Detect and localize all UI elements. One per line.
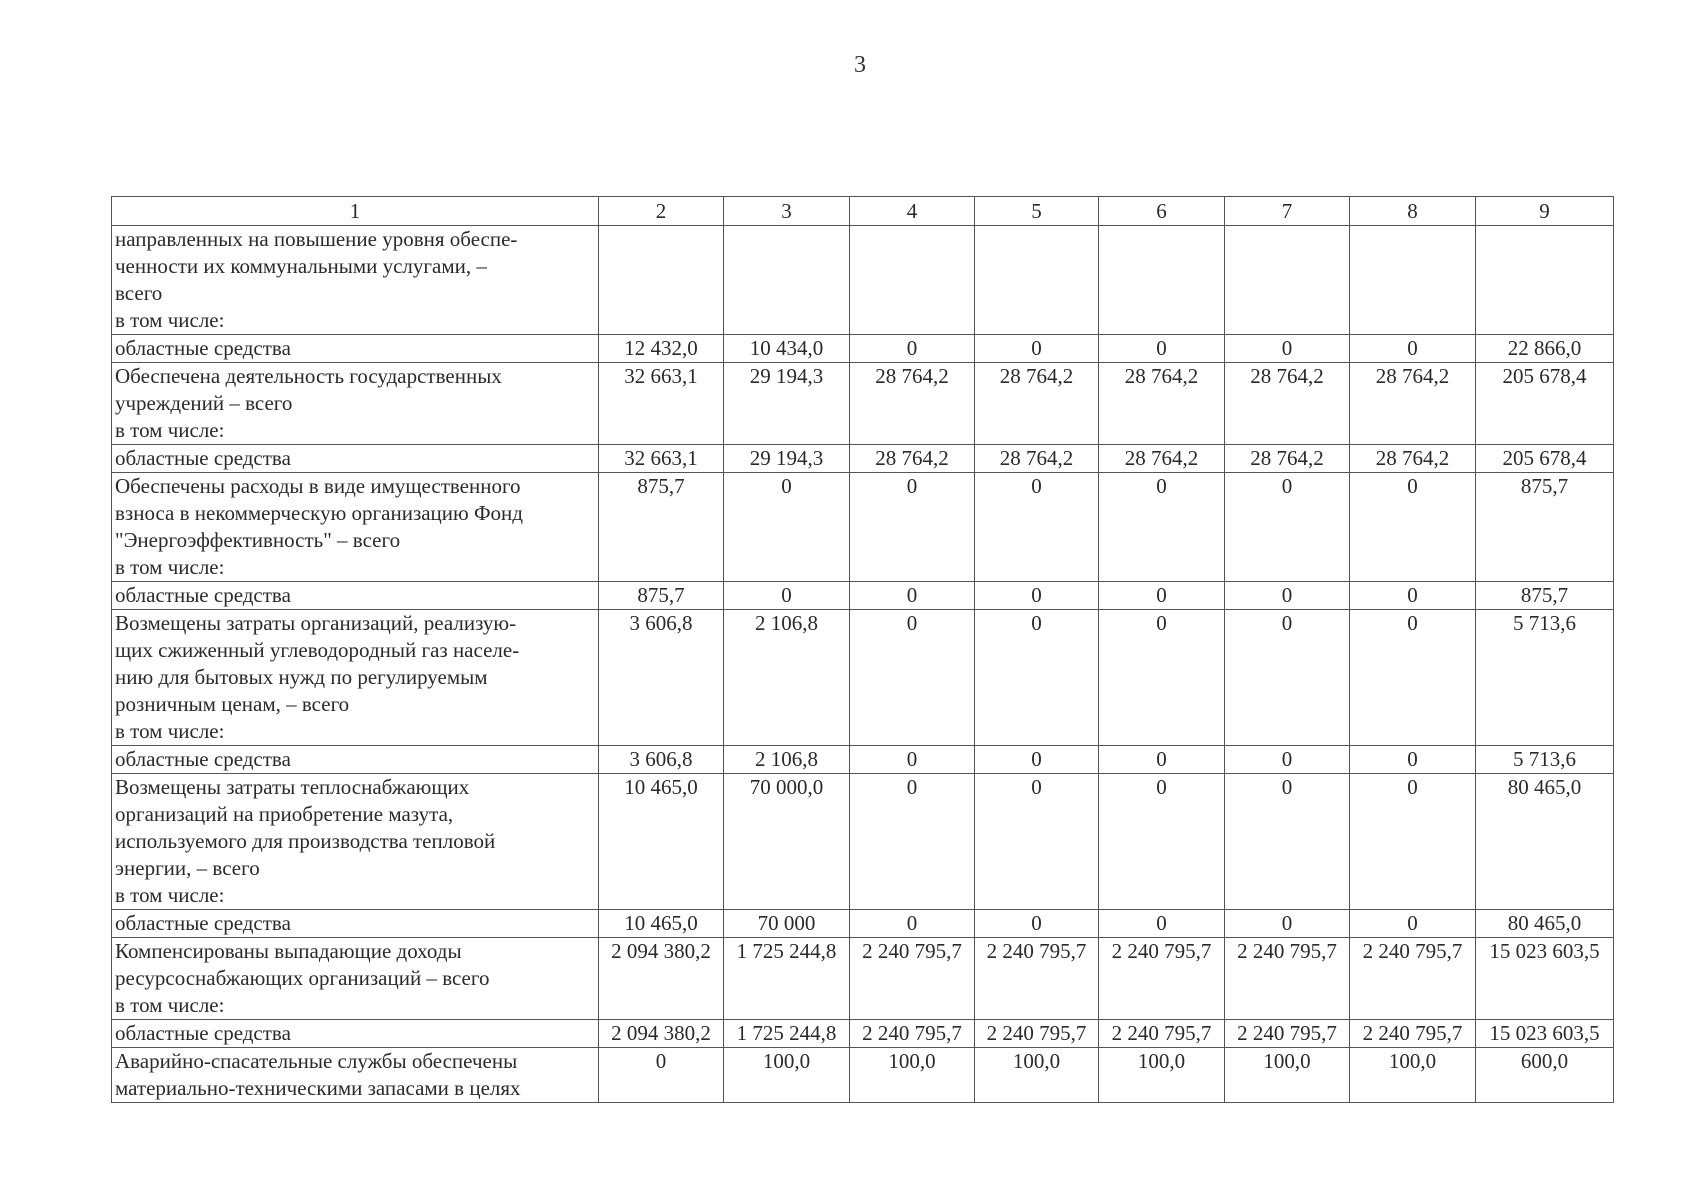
value-cell: 0 (975, 335, 1099, 363)
value-cell: 70 000,0 (724, 774, 850, 910)
total-cell: 80 465,0 (1476, 774, 1614, 910)
value-cell: 2 240 795,7 (975, 1020, 1099, 1048)
value-cell: 28 764,2 (975, 363, 1099, 445)
value-cell: 10 434,0 (724, 335, 850, 363)
value-cell: 0 (850, 610, 975, 746)
row-label: направленных на повышение уровня обеспе- ченности их коммунальными услугами, – всего в том числе: (112, 226, 599, 335)
value-cell: 0 (975, 582, 1099, 610)
value-cell: 0 (724, 582, 850, 610)
value-cell: 0 (975, 473, 1099, 582)
column-number: 3 (724, 197, 850, 226)
value-cell: 0 (850, 774, 975, 910)
row-label: областные средства (112, 335, 599, 363)
value-cell: 100,0 (724, 1048, 850, 1103)
value-cell: 0 (1225, 582, 1350, 610)
value-cell: 0 (1225, 610, 1350, 746)
value-cell: 0 (599, 1048, 724, 1103)
value-cell: 10 465,0 (599, 774, 724, 910)
table-row (112, 1048, 1614, 1103)
value-cell: 28 764,2 (1099, 363, 1225, 445)
value-cell (724, 226, 850, 335)
table-row (112, 445, 1614, 473)
value-cell: 2 240 795,7 (850, 938, 975, 1020)
value-cell: 2 240 795,7 (1225, 1020, 1350, 1048)
column-number: 9 (1476, 197, 1614, 226)
value-cell: 0 (1350, 774, 1476, 910)
row-label: Компенсированы выпадающие доходы ресурсоснабжающих организаций – всего в том числе: (112, 938, 599, 1020)
value-cell: 0 (1350, 582, 1476, 610)
table-row (112, 1020, 1614, 1048)
value-cell: 0 (1225, 473, 1350, 582)
table-row (112, 746, 1614, 774)
table-row (112, 363, 1614, 445)
column-number-row (112, 197, 1614, 226)
total-cell: 875,7 (1476, 473, 1614, 582)
value-cell: 2 094 380,2 (599, 938, 724, 1020)
value-cell: 1 725 244,8 (724, 1020, 850, 1048)
value-cell: 0 (1099, 610, 1225, 746)
value-cell: 70 000 (724, 910, 850, 938)
total-cell: 15 023 603,5 (1476, 938, 1614, 1020)
table-row (112, 610, 1614, 746)
value-cell: 28 764,2 (1350, 363, 1476, 445)
value-cell: 32 663,1 (599, 363, 724, 445)
value-cell: 28 764,2 (850, 445, 975, 473)
value-cell: 0 (1225, 774, 1350, 910)
value-cell: 100,0 (1099, 1048, 1225, 1103)
total-cell: 205 678,4 (1476, 445, 1614, 473)
value-cell (1350, 226, 1476, 335)
value-cell: 0 (1350, 335, 1476, 363)
row-label: областные средства (112, 445, 599, 473)
row-label: областные средства (112, 910, 599, 938)
total-cell: 600,0 (1476, 1048, 1614, 1103)
table-row (112, 335, 1614, 363)
value-cell: 28 764,2 (975, 445, 1099, 473)
total-cell: 875,7 (1476, 582, 1614, 610)
row-label: областные средства (112, 1020, 599, 1048)
value-cell: 29 194,3 (724, 445, 850, 473)
row-label: Аварийно-спасательные службы обеспечены материально-техническими запасами в целях (112, 1048, 599, 1103)
value-cell: 0 (850, 582, 975, 610)
value-cell: 0 (1350, 610, 1476, 746)
value-cell: 100,0 (850, 1048, 975, 1103)
value-cell: 0 (1350, 746, 1476, 774)
row-label: Обеспечены расходы в виде имущественного взноса в некоммерческую организацию Фонд "Энергоэффективность" – всего в том числе: (112, 473, 599, 582)
value-cell: 3 606,8 (599, 610, 724, 746)
value-cell: 2 240 795,7 (850, 1020, 975, 1048)
total-cell: 15 023 603,5 (1476, 1020, 1614, 1048)
value-cell: 12 432,0 (599, 335, 724, 363)
value-cell: 2 240 795,7 (1099, 1020, 1225, 1048)
table-row (112, 910, 1614, 938)
value-cell (599, 226, 724, 335)
value-cell: 2 240 795,7 (1225, 938, 1350, 1020)
value-cell: 2 240 795,7 (1350, 1020, 1476, 1048)
total-cell: 80 465,0 (1476, 910, 1614, 938)
value-cell: 0 (975, 910, 1099, 938)
value-cell: 0 (850, 335, 975, 363)
value-cell: 10 465,0 (599, 910, 724, 938)
value-cell: 0 (1099, 335, 1225, 363)
budget-table (111, 196, 1614, 1103)
table-row (112, 582, 1614, 610)
value-cell: 0 (1099, 774, 1225, 910)
value-cell: 100,0 (975, 1048, 1099, 1103)
value-cell (1099, 226, 1225, 335)
column-number: 6 (1099, 197, 1225, 226)
row-label: Возмещены затраты организаций, реализую- щих сжиженный углеводородный газ населе- нию для бытовых нужд по регулируемым розничным ценам, – всего в том числе: (112, 610, 599, 746)
value-cell: 875,7 (599, 473, 724, 582)
table-row (112, 938, 1614, 1020)
total-cell: 5 713,6 (1476, 746, 1614, 774)
value-cell: 0 (975, 610, 1099, 746)
table-row (112, 473, 1614, 582)
value-cell: 2 240 795,7 (1350, 938, 1476, 1020)
value-cell: 2 240 795,7 (975, 938, 1099, 1020)
value-cell: 28 764,2 (1099, 445, 1225, 473)
value-cell: 0 (1225, 910, 1350, 938)
table-row (112, 226, 1614, 335)
value-cell: 100,0 (1350, 1048, 1476, 1103)
value-cell: 0 (1099, 582, 1225, 610)
value-cell (975, 226, 1099, 335)
value-cell: 0 (850, 746, 975, 774)
value-cell: 0 (1099, 910, 1225, 938)
row-label: областные средства (112, 582, 599, 610)
value-cell: 0 (850, 910, 975, 938)
column-number: 7 (1225, 197, 1350, 226)
column-number: 1 (112, 197, 599, 226)
row-label: Обеспечена деятельность государственных учреждений – всего в том числе: (112, 363, 599, 445)
value-cell: 2 106,8 (724, 746, 850, 774)
value-cell: 0 (1350, 910, 1476, 938)
value-cell: 0 (1225, 335, 1350, 363)
table-row (112, 774, 1614, 910)
value-cell: 0 (850, 473, 975, 582)
value-cell: 3 606,8 (599, 746, 724, 774)
row-label: Возмещены затраты теплоснабжающих организаций на приобретение мазута, используемого для производства тепловой энергии, – всего в том числе: (112, 774, 599, 910)
value-cell: 28 764,2 (1350, 445, 1476, 473)
value-cell (1225, 226, 1350, 335)
column-number: 2 (599, 197, 724, 226)
column-number: 8 (1350, 197, 1476, 226)
value-cell: 0 (1350, 473, 1476, 582)
value-cell: 2 106,8 (724, 610, 850, 746)
value-cell: 1 725 244,8 (724, 938, 850, 1020)
value-cell: 0 (1225, 746, 1350, 774)
total-cell: 205 678,4 (1476, 363, 1614, 445)
value-cell (850, 226, 975, 335)
value-cell: 0 (1099, 473, 1225, 582)
value-cell: 0 (975, 746, 1099, 774)
value-cell: 0 (975, 774, 1099, 910)
value-cell: 0 (724, 473, 850, 582)
value-cell: 100,0 (1225, 1048, 1350, 1103)
value-cell: 2 094 380,2 (599, 1020, 724, 1048)
value-cell: 32 663,1 (599, 445, 724, 473)
value-cell: 28 764,2 (1225, 445, 1350, 473)
column-number: 4 (850, 197, 975, 226)
row-label: областные средства (112, 746, 599, 774)
value-cell: 875,7 (599, 582, 724, 610)
total-cell: 22 866,0 (1476, 335, 1614, 363)
value-cell: 0 (1099, 746, 1225, 774)
page-number: 3 (854, 52, 866, 78)
column-number: 5 (975, 197, 1099, 226)
value-cell: 29 194,3 (724, 363, 850, 445)
value-cell: 28 764,2 (850, 363, 975, 445)
total-cell: 5 713,6 (1476, 610, 1614, 746)
value-cell: 2 240 795,7 (1099, 938, 1225, 1020)
value-cell: 28 764,2 (1225, 363, 1350, 445)
total-cell (1476, 226, 1614, 335)
